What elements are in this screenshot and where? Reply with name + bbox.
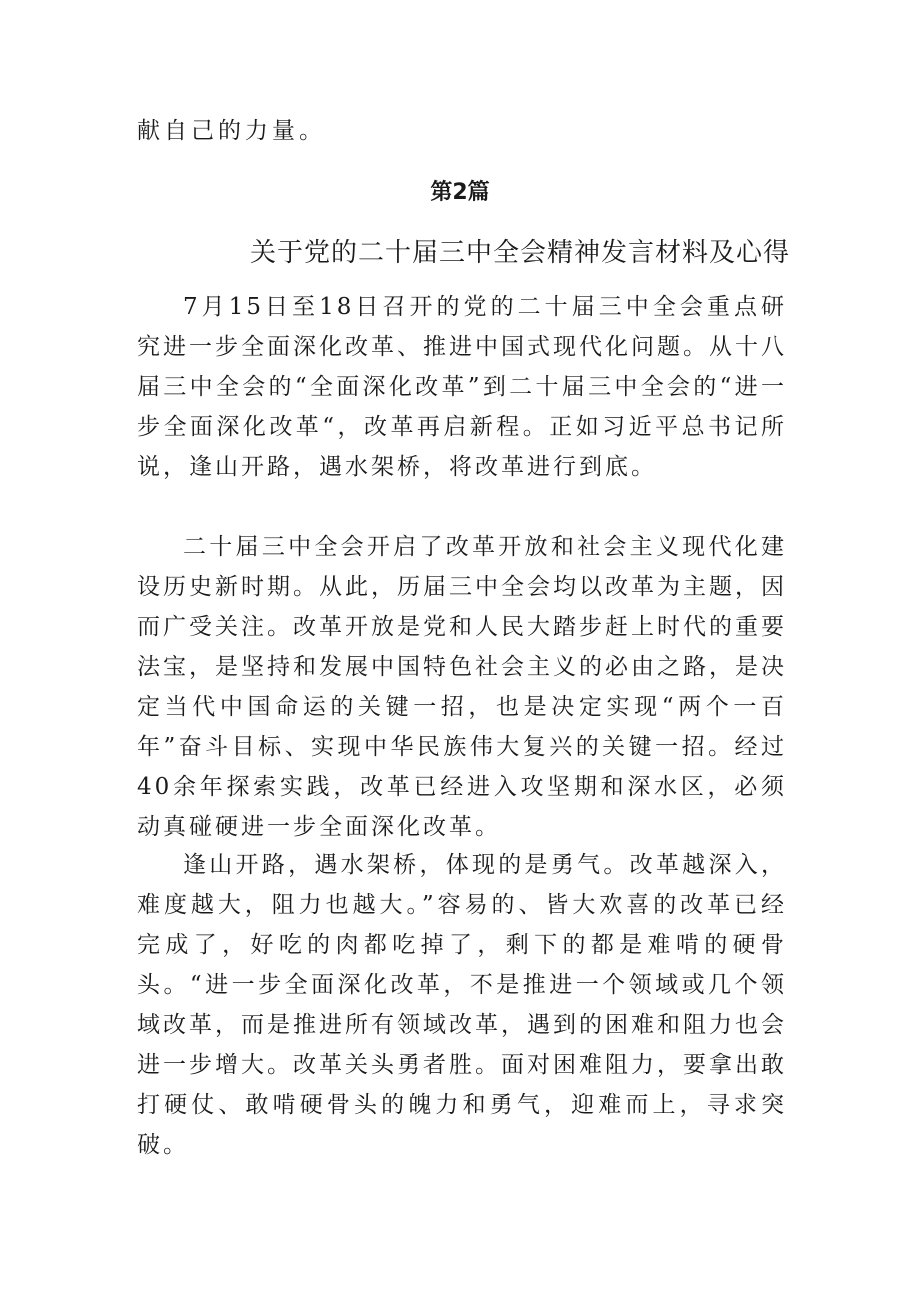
paragraph-2: 二十届三中全会开启了改革开放和社会主义现代化建设历史新时期。从此，历届三中全会均以改革为主题，因而广受关注。改革开放是党和人民大踏步赶上时代的重要法宝，是坚持和发展中国特色社会主义的必由之路，是决定当代中国命运的关键一招，也是决定实现“两个一百年”奋斗目标、实现中华民族伟大复兴的关键一招。经过40余年探索实践，改革已经进入攻坚期和深水区，必须动真碰硬进一步全面深化改革。 xyxy=(137,534,787,840)
paragraph-3: 逢山开路，遇水架桥，体现的是勇气。改革越深入，难度越大，阻力也越大。”容易的、皆大欢喜的改革已经完成了，好吃的肉都吃掉了，剩下的都是难啃的硬骨头。“进一步全面深化改革，不是推进一个领域或几个领域改革，而是推进所有领域改革，遇到的困难和阻力也会进一步增大。改革关头勇者胜。面对困难阻力，要拿出敢打硬仗、敢啃硬骨头的魄力和勇气，迎难而上，寻求突破。 xyxy=(137,852,787,1158)
document-title: 关于党的二十届三中全会精神发言材料及心得 xyxy=(250,238,791,268)
section-label: 第2篇 xyxy=(430,180,490,205)
paragraph-1: 7月15日至18日召开的党的二十届三中全会重点研究进一步全面深化改革、推进中国式现代化问题。从十八届三中全会的“全面深化改革”到二十届三中全会的“进一步全面深化改革“，改革再启新程。正如习近平总书记所说，逢山开路，遇水架桥，将改革进行到底。 xyxy=(137,294,787,480)
continuation-line: 献自己的力量。 xyxy=(137,118,326,144)
